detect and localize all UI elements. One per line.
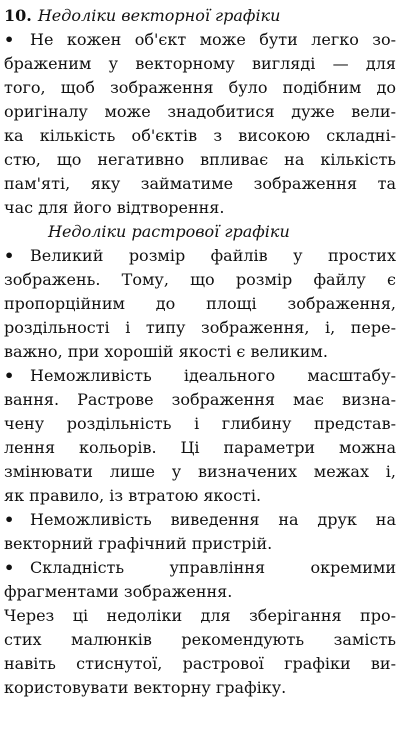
- text-line: навіть стиснутої, растрової графіки ви-: [4, 654, 396, 673]
- text-line: оригіналу може знадобитися дуже вели-: [4, 102, 396, 121]
- text-line: • Великий розмір файлів у простих: [4, 244, 396, 268]
- text-line: роздільності і типу зображення, і, пере-: [4, 318, 396, 337]
- text-line: пропорційним до площі зображення,: [4, 294, 396, 313]
- section-heading-raster: Недоліки растрової графіки: [48, 222, 290, 241]
- text-line: • Не кожен об'єкт може бути легко зо-: [4, 28, 396, 52]
- text-line: • Неможливість виведення на друк на: [4, 508, 396, 532]
- heading-vector-text: Недоліки векторної графіки: [37, 6, 281, 25]
- bullet-icon: •: [4, 246, 15, 265]
- text-line: зображень. Тому, що розмір файлу є: [4, 270, 396, 289]
- text-line: користовувати векторну графіку.: [4, 678, 287, 697]
- text-line: як правило, із втратою якості.: [4, 486, 262, 505]
- text-line: пам'яті, яку займатиме зображення та: [4, 174, 396, 193]
- text-line: Через ці недоліки для зберігання про-: [4, 606, 396, 625]
- bullet-icon: •: [4, 558, 15, 577]
- text-line: стю, що негативно впливає на кількість: [4, 150, 396, 169]
- text-line: лення кольорів. Ці параметри можна: [4, 438, 396, 457]
- text-line: • Складність управління окремими: [4, 556, 396, 580]
- section-heading-vector: [4, 4, 396, 28]
- text-line: важно, при хорошій якості є великим.: [4, 342, 328, 361]
- text-line: фрагментами зображення.: [4, 582, 233, 601]
- bullet-icon: •: [4, 30, 15, 49]
- text-line: змінювати лише у визначених межах і,: [4, 462, 396, 481]
- text-line: того, щоб зображення було подібним до: [4, 78, 396, 97]
- bullet-icon: •: [4, 510, 15, 529]
- text-line: ка кількість об'єктів з високою складні-: [4, 126, 396, 145]
- text-line: стих малюнків рекомендують замість: [4, 630, 396, 649]
- text-line: вання. Растрове зображення має визна-: [4, 390, 396, 409]
- text-line: • Неможливість ідеального масштабу-: [4, 364, 396, 388]
- section-number: 10.: [4, 6, 32, 25]
- text-line: час для його відтворення.: [4, 198, 225, 217]
- text-line: векторний графічний пристрій.: [4, 534, 273, 553]
- text-line: чену роздільність і глибину представ-: [4, 414, 396, 433]
- text-line: браженим у векторному вигляді — для: [4, 54, 396, 73]
- bullet-icon: •: [4, 366, 15, 385]
